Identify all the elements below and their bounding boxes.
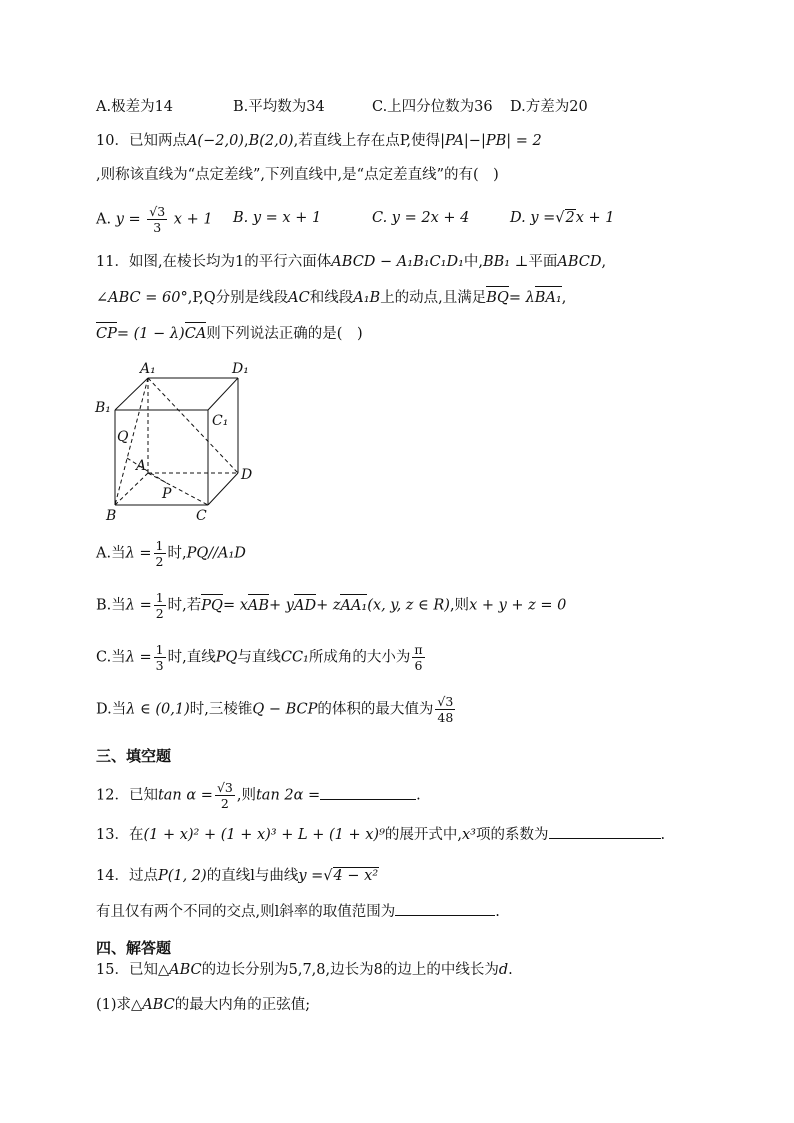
fraction: [435, 694, 455, 725]
q11-segment: A₁B: [353, 290, 381, 306]
math-expr: tan α =: [157, 787, 213, 804]
label-c1: C₁: [212, 413, 229, 429]
q11-text: 11．如图,在棱长均为1的平行六面体: [96, 254, 332, 270]
q10-option-d: [510, 208, 615, 228]
q11-text: 则下列说法正确的是( ): [206, 326, 363, 342]
q12: [96, 780, 421, 811]
math-expr: 4 − x²: [333, 868, 379, 884]
option-text: 时,直线: [167, 649, 216, 666]
label-a: A: [136, 458, 147, 474]
q11-coefficient: = (1 − λ): [116, 326, 185, 342]
q14-text: 有且仅有两个不同的交点,则l斜率的取值范围为: [96, 904, 396, 920]
q11-vector: BQ: [486, 290, 509, 306]
q11-stem-line2: [96, 288, 566, 308]
q11-text: 平面: [528, 254, 558, 270]
q10-point-a: A(−2,0): [186, 133, 244, 149]
option-text: 时,若: [167, 597, 202, 614]
q10-option-d-label: D. y =: [510, 210, 556, 226]
q14-text: 14．过点: [96, 868, 158, 884]
q11-text: 和线段: [309, 290, 354, 306]
fraction-numerator: π: [414, 642, 423, 657]
vector: AA₁: [340, 597, 368, 614]
answer-blank[interactable]: [395, 915, 495, 916]
vector: AD: [293, 597, 317, 614]
q11-perpendicular: BB₁ ⊥: [483, 254, 529, 270]
answer-blank[interactable]: [549, 838, 661, 839]
q14-line2: [96, 902, 500, 922]
q11-text: ,: [601, 254, 607, 270]
q10-point-b: B(2,0): [248, 133, 294, 149]
section-heading-solutions: 四、解答题: [96, 939, 172, 957]
math-expr: x + y + z = 0: [469, 597, 567, 614]
q12-text: 12．已知: [96, 787, 158, 804]
q11-solid-name: ABCD − A₁B₁C₁D₁: [331, 254, 464, 270]
option-text: 时,: [167, 545, 187, 562]
math-expr: + y: [269, 597, 294, 614]
q11-option-b: [96, 590, 566, 621]
q11-option-d: [96, 694, 457, 725]
math-expr: = x: [222, 597, 248, 614]
edge-a1-b1: [115, 378, 148, 410]
q10-option-a-fraction: [147, 204, 167, 235]
q9-option-c: C.上四分位数为36: [372, 99, 493, 115]
math-expr: CC₁: [280, 649, 309, 666]
q11-lambda: = λ: [508, 290, 535, 306]
q14-text: 的直线l与曲线: [206, 868, 299, 884]
q15-text: 的最大内角的正弦值;: [174, 997, 311, 1013]
q11-vector: CA: [184, 326, 207, 342]
q11-stem-line3: [96, 324, 363, 344]
math-expr: PQ//A₁D: [186, 545, 246, 562]
q11-segment: AC: [288, 290, 310, 306]
fraction: [154, 590, 166, 621]
q10-option-a-tail: x + 1: [173, 211, 213, 228]
fraction-numerator: 1: [155, 590, 164, 605]
math-expr: PQ: [215, 649, 238, 666]
q10-option-c: [372, 208, 469, 228]
q13-text: 的展开式中,: [384, 827, 462, 843]
q15-text: 的边长分别为5,7,8,边长为8的边上的中线长为: [201, 962, 499, 978]
q15-text: .: [508, 962, 513, 978]
vector: AB: [247, 597, 270, 614]
math-expr: + z: [316, 597, 341, 614]
fraction-denominator: 48: [437, 710, 454, 725]
label-a1: A₁: [140, 361, 156, 377]
edge-c-d: [208, 473, 238, 505]
q10-stem: 10．已知两点A(−2,0),B(2,0),若直线上存在点P,使得|PA|−|PB| = 2: [96, 133, 542, 149]
math-expr: x³: [462, 827, 476, 843]
label-d: D: [241, 467, 253, 483]
q10-mid-text: ,若直线上存在点P,使得: [293, 133, 441, 149]
fraction-denominator: 3: [153, 220, 162, 235]
q13-text: 13．在: [96, 827, 144, 843]
q11-option-c: [96, 642, 427, 673]
fraction-denominator: 2: [220, 796, 229, 811]
q10-option-a-label: A.: [96, 211, 112, 228]
math-expr: △ABC: [157, 962, 202, 978]
q15: [96, 960, 513, 980]
q14-line1: [96, 866, 379, 886]
fraction: [412, 642, 424, 673]
math-expr: P(1, 2): [157, 868, 207, 884]
fraction-numerator: √3: [149, 204, 166, 219]
option-text: 所成角的大小为: [308, 649, 411, 666]
sqrt-symbol: √: [323, 868, 333, 884]
q15-text: 15．已知: [96, 962, 158, 978]
answer-blank[interactable]: [320, 799, 416, 800]
fraction: [215, 780, 235, 811]
label-b1: B₁: [95, 400, 111, 416]
q9-option-b: B.平均数为34: [233, 99, 325, 115]
q10-option-a: [96, 204, 213, 235]
segment-a-c: [148, 473, 208, 505]
fraction-denominator: 3: [155, 658, 164, 673]
math-expr: △ABC: [131, 997, 175, 1013]
parallelepiped-figure: [90, 355, 265, 530]
option-text: 时,三棱锥: [189, 701, 253, 718]
math-expr: Q − BCP: [252, 701, 318, 718]
edge-d1-c1: [208, 378, 238, 410]
vector: PQ: [201, 597, 223, 614]
q11-vector: BA₁: [534, 290, 562, 306]
fraction-numerator: 1: [155, 642, 164, 657]
label-d1: D₁: [232, 361, 249, 377]
q13-text: .: [660, 827, 666, 843]
q11-option-a: [96, 538, 246, 569]
fraction-numerator: √3: [437, 694, 454, 709]
math-expr: (1 + x)² + (1 + x)³ + L + (1 + x)⁹: [143, 827, 385, 843]
fraction-denominator: 6: [414, 658, 423, 673]
math-expr: y =: [298, 868, 324, 884]
q15-part1: [96, 995, 310, 1015]
q9-option-d: D.方差为20: [510, 99, 588, 115]
option-text: C.当: [96, 649, 126, 666]
lambda: λ =: [125, 545, 152, 562]
math-expr: tan 2α =: [255, 787, 321, 804]
math-expr: d: [498, 962, 509, 978]
math-expr: (x, y, z ∈ R): [367, 597, 450, 614]
fraction: [154, 538, 166, 569]
fraction-denominator: 2: [155, 554, 164, 569]
option-text: A.当: [96, 545, 126, 562]
q15-text: (1)求: [96, 997, 132, 1013]
label-c: C: [196, 508, 207, 524]
q11-angle: ∠ABC = 60°: [96, 290, 188, 306]
option-text: 的体积的最大值为: [317, 701, 434, 718]
section-heading-fill-in: 三、填空题: [96, 747, 172, 765]
fraction-denominator: 2: [155, 606, 164, 621]
math-expr: λ ∈ (0,1): [126, 701, 190, 718]
q11-plane: ABCD: [557, 254, 602, 270]
fraction-numerator: 1: [155, 538, 164, 553]
lambda: λ =: [125, 649, 152, 666]
q11-text: ,: [561, 290, 567, 306]
q13-text: 项的系数为: [476, 827, 549, 843]
fraction: [154, 642, 166, 673]
label-q: Q: [117, 429, 129, 445]
q10-option-a-lhs: y =: [115, 211, 141, 228]
option-text: D.当: [96, 701, 127, 718]
lambda: λ =: [125, 597, 152, 614]
q10-option-d-tail: x + 1: [575, 210, 615, 226]
q10-option-b-text: B. y = x + 1: [233, 210, 322, 226]
q12-text: .: [416, 787, 421, 804]
label-p: P: [162, 486, 172, 502]
q11-text: 中,: [463, 254, 483, 270]
q9-option-a: A.极差为14: [96, 99, 174, 115]
q11-vector: CP: [96, 326, 117, 342]
q10-option-d-radicand: 2: [565, 210, 575, 226]
option-text: B.当: [96, 597, 126, 614]
fraction-numerator: √3: [216, 780, 233, 795]
q10-stem-line2: ,则称该直线为“点定差线”,下列直线中,是“点定差直线”的有( ): [96, 167, 499, 183]
q14-text: .: [495, 904, 500, 920]
q10-option-b: [233, 208, 321, 228]
sqrt-symbol: √: [555, 210, 565, 226]
edge-b-a: [115, 473, 148, 505]
q11-text: ,P,Q分别是线段: [187, 290, 289, 306]
q10-option-c-text: C. y = 2x + 4: [372, 210, 470, 226]
q13: [96, 825, 665, 845]
q11-text: 上的动点,且满足: [380, 290, 487, 306]
option-text: ,则: [449, 597, 470, 614]
label-b: B: [106, 508, 117, 524]
q10-condition: |PA|−|PB| = 2: [440, 133, 542, 149]
q11-stem-line1: [96, 252, 606, 272]
q12-text: ,则: [236, 787, 256, 804]
q10-number: 10．已知两点: [96, 133, 187, 149]
option-text: 与直线: [237, 649, 281, 666]
